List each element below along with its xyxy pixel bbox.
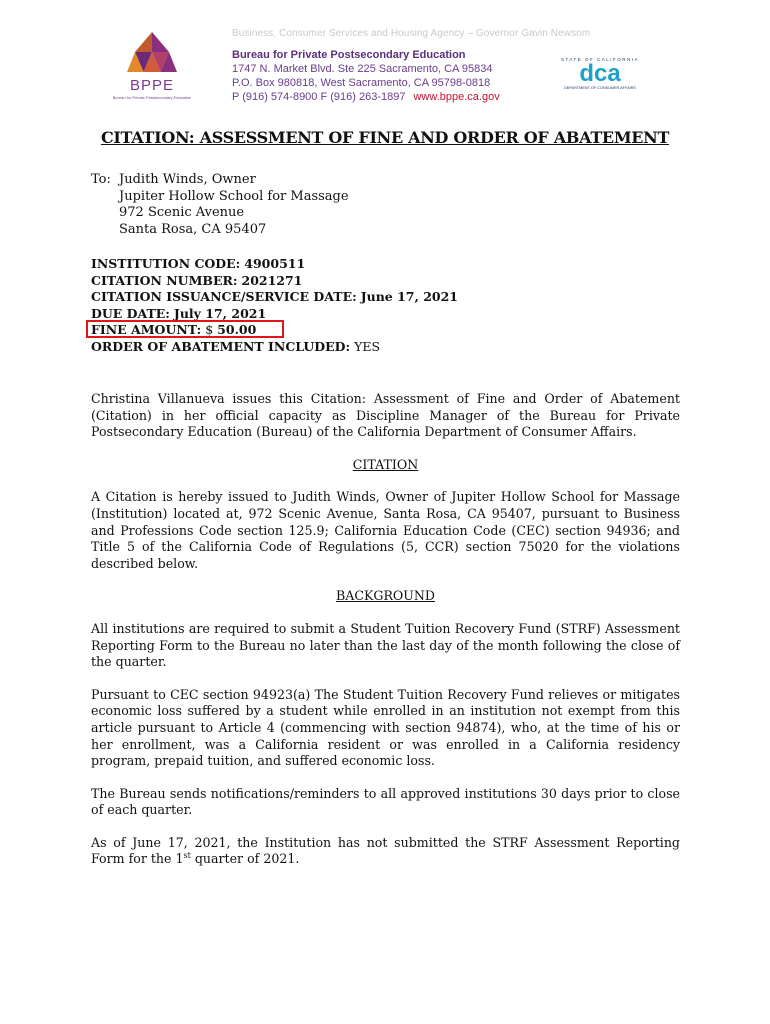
citation-number-label: CITATION NUMBER: [91,272,238,288]
abatement-value: YES [354,338,381,354]
abatement-row [91,339,458,356]
fine-amount-label: FINE AMOUNT: [91,322,202,338]
dca-logo [555,55,645,91]
bppe-logo-tagline: Bureau for Private Postsecondary Education [113,95,191,100]
citation-heading: CITATION [352,456,419,472]
ordinal-suffix: st [183,851,191,861]
intro-paragraph: Christina Villanueva issues this Citation: Assessment of Fine and Order of Abatement (Citation) in her official capacity as Discipline Manager of the Bureau for Private Postsecondary Education (Bureau) of the California Department of Consumer Affairs. [91,391,680,440]
background-paragraph-4 [91,835,680,868]
citation-info-block [91,256,458,356]
dca-logo-text: dca [579,60,621,87]
bureau-phone-line [232,90,500,104]
citation-paragraph: A Citation is hereby issued to Judith Winds, Owner of Jupiter Hollow School for Massage (Institution) located at, 972 Scenic Avenue, Santa Rosa, CA 95407, pursuant to Business and Professions Code section 125.9; California Education Code (CEC) section 94936; and Title 5 of the California Code of Regulations (5, CCR) section 75020 for the violations described below. [91,489,680,571]
bureau-address-line1: 1747 N. Market Blvd. Ste 225 Sacramento, CA 95834 [232,63,493,75]
recipient-school: Jupiter Hollow School for Massage [119,188,349,204]
bureau-website-link[interactable]: www.bppe.ca.gov [413,91,500,103]
document-body [91,391,680,884]
dca-logo-sub: DEPARTMENT OF CONSUMER AFFAIRS [564,86,636,90]
bppe-logo-text: BPPE [129,77,175,94]
document-title: CITATION: ASSESSMENT OF FINE AND ORDER OF ABATEMENT [100,128,670,147]
issuance-date-row [91,289,458,306]
recipient-street: 972 Scenic Avenue [119,205,245,221]
citation-number-value: 2021271 [241,272,303,288]
abatement-label: ORDER OF ABATEMENT INCLUDED: [91,338,351,354]
background-paragraph-2: Pursuant to CEC section 94923(a) The Student Tuition Recovery Fund relieves or mitigates economic loss suffered by a student while enrolled in an institution not exempt from this article pursuant to Article 4 (commencing with section 94874), who, at the time of his or her enrollment, was a California resident or was enrolled in a California residency program, prepaid tuition, and suffered economic loss. [91,686,680,769]
background-p4-text: As of June 17, 2021, the Institution has not submitted the STRF Assessment Reporting Form for the 1 [91,834,680,867]
issuance-date-label: CITATION ISSUANCE/SERVICE DATE: [91,289,357,305]
fine-amount-highlight-box [86,320,284,338]
citation-number-row [91,273,458,290]
recipient-block [91,172,349,238]
fine-amount-value: 50.00 [217,322,257,338]
agency-line: Business, Consumer Services and Housing Agency – Governor Gavin Newsom [232,28,591,39]
bureau-contact-block [232,48,500,104]
background-paragraph-1: All institutions are required to submit a Student Tuition Recovery Fund (STRF) Assessment Reporting Form to the Bureau no later than the last day of the month following the close of the quarter. [91,620,680,670]
institution-code-label: INSTITUTION CODE: [91,256,241,271]
bureau-name: Bureau for Private Postsecondary Education [232,49,466,61]
bureau-phone: P (916) 574-8900 F (916) 263-1897 [232,91,406,103]
bppe-logo [113,30,191,102]
background-heading: BACKGROUND [336,588,435,604]
background-paragraph-3: The Bureau sends notifications/reminders to all approved institutions 30 days prior to close of each quarter. [91,785,680,818]
background-p4-tail: quarter of 2021. [190,851,300,867]
issuance-date-value: June 17, 2021 [360,289,459,305]
due-date-label: DUE DATE: [91,305,170,321]
to-label: To: [91,172,111,187]
fine-currency: $ [205,322,214,338]
recipient-city: Santa Rosa, CA 95407 [119,221,267,237]
institution-code-row [91,256,458,273]
bureau-address-line2: P.O. Box 980818, West Sacramento, CA 95798-0818 [232,77,491,89]
recipient-name: Judith Winds, Owner [119,172,256,187]
due-date-value: July 17, 2021 [173,305,267,321]
institution-code-value: 4900511 [244,256,306,271]
dca-logo-top: STATE OF CALIFORNIA [560,57,640,62]
